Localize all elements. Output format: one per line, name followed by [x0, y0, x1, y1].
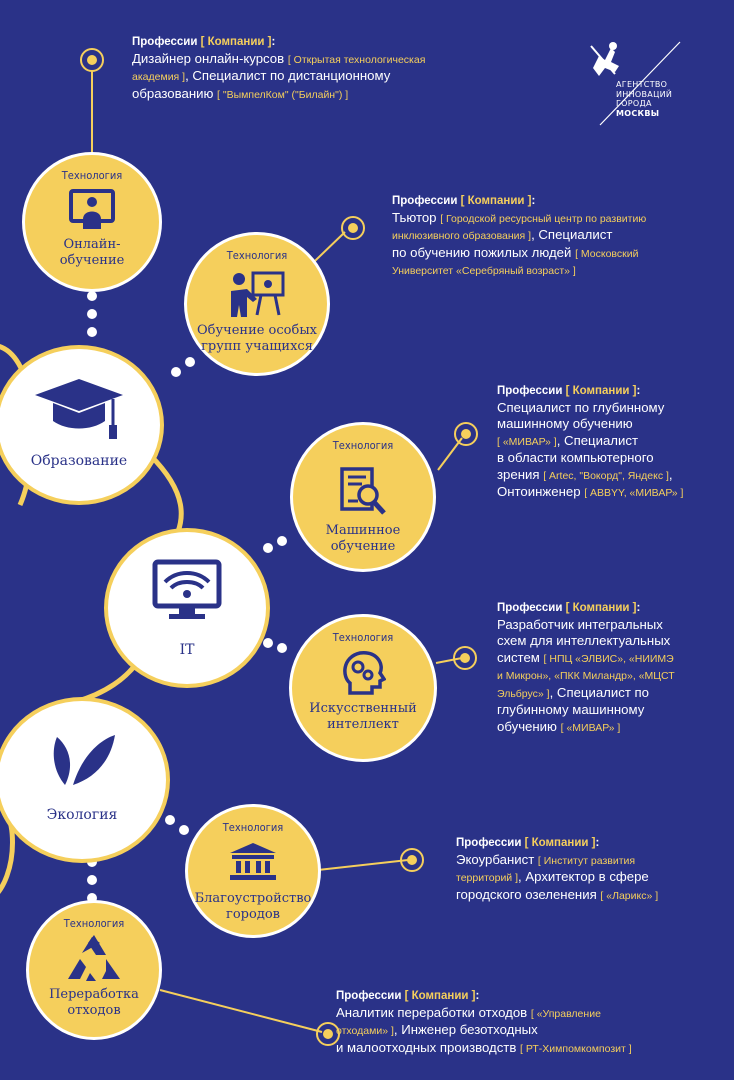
profession-text: , Специалист [556, 432, 638, 448]
profession-text: , Специалист по дистанционному [185, 68, 391, 83]
technology-title-line: Онлайн- [63, 237, 121, 252]
professions-label: Профессии [497, 385, 563, 397]
profession-text: городского озеленения [456, 886, 597, 902]
technology-title-line: интеллект [327, 717, 399, 732]
company-text: отходами» ] [336, 1025, 394, 1037]
moscow-coat-of-arms-icon [585, 38, 627, 82]
classical-building-icon [228, 841, 278, 881]
brand-line: МОСКВЫ [616, 108, 660, 118]
technology-urban-improvement [185, 804, 321, 938]
category-it [104, 528, 270, 688]
technology-title-line: групп учащихся [201, 339, 313, 354]
professions-note-special-groups: Профессии [ Компании ]: Тьютор [ Городской ресурсный центр по развитию инклюзивного образования ], Специалист по обучению пожилых людей [ Московский Университет «Серебряный возраст» ] [392, 195, 647, 277]
company-text: [ «МИВАР» ] [497, 435, 557, 448]
category-education [0, 345, 164, 505]
companies-label: Компании [531, 837, 589, 849]
company-text: [ РТ-Химпомкомпозит ] [520, 1042, 632, 1055]
technology-title-line: отходов [67, 1003, 121, 1018]
graduation-cap-icon [31, 377, 127, 443]
profession-text: по обучению пожилых людей [392, 244, 572, 260]
technology-title-line: Обучение особых [196, 323, 317, 338]
companies-label: Компании [572, 385, 630, 397]
company-text: академия ] [132, 71, 186, 83]
technology-online-learning [22, 152, 162, 292]
profession-text: в области компьютерного [497, 450, 654, 465]
online-learning-monitor-icon [69, 189, 115, 231]
technology-title-line: обучение [330, 539, 396, 554]
technology-title-line: Переработка [49, 987, 139, 1002]
profession-text: схем для интеллектуальных [497, 633, 671, 648]
profession-text: , Архитектор в сфере [518, 869, 649, 884]
company-text: [ Московский [575, 247, 639, 260]
brand-line: ИННОВАЦИЙ [616, 89, 673, 99]
companies-label: Компании [572, 602, 630, 614]
company-text: [ "ВымпелКом" ("Билайн") ] [217, 88, 349, 101]
technology-waste-recycling [26, 900, 162, 1040]
company-text: [ «Ларикс» ] [600, 889, 659, 902]
profession-text: , Инженер безотходных [393, 1022, 538, 1037]
professions-note-recycling: Профессии [ Компании ]: Аналитик переработки отходов [ «Управление отходами» ], Инженер безотходных и малоотходных производств [ РТ-Химпомкомпозит ] [336, 990, 632, 1055]
professions-label: Профессии [392, 195, 458, 207]
profession-text: образованию [132, 85, 214, 101]
professions-label: Профессии [336, 990, 402, 1002]
technology-machine-learning [290, 422, 436, 572]
professions-note-ai: Профессии [ Компании ]: Разработчик интегральных схем для интеллектуальных систем [ НПЦ «ЭЛВИС», «НИИМЭ и Микрон», «ПКК Миландр», «МЦСТ Эльбрус» ], Специалист по глубинному машинному обучению [ «МИВАР» ] [497, 602, 675, 734]
profession-text: Тьютор [392, 209, 437, 225]
profession-text: Разработчик интегральных [497, 616, 663, 632]
leader-line-4 [436, 658, 462, 663]
profession-text: , [668, 466, 673, 482]
profession-text: обучению [497, 718, 557, 734]
profession-text: Специалист по глубинному [497, 399, 665, 415]
company-text: [ «Управление [530, 1007, 601, 1020]
technology-tag: Технология [222, 821, 284, 834]
head-gears-icon [340, 649, 386, 695]
technology-title-line: Искусственный [309, 701, 417, 716]
technology-tag: Технология [63, 917, 125, 930]
category-title: IT [179, 642, 195, 658]
company-text: и Микрон», «ПКК Миландр», «МЦСТ [497, 670, 675, 682]
technology-title-line: Машинное [325, 523, 401, 538]
category-ecology [0, 697, 170, 863]
company-text: [ ABBYY, «МИВАР» ] [584, 487, 684, 499]
companies-label: Компании [411, 990, 469, 1002]
professions-note-machine-learning: Профессии [ Компании ]: Специалист по глубинному машинному обучению [ «МИВАР» ], Специалист в области компьютерного зрения [ Artec, "Вокорд", Яндекс ], Онтоинженер [ ABBYY, «МИВАР» ] [497, 385, 684, 499]
technology-tag: Технология [226, 249, 288, 262]
professions-label: Профессии [456, 837, 522, 849]
company-text: [ НПЦ «ЭЛВИС», «НИИМЭ [543, 652, 674, 665]
company-text: [ Открытая технологическая [287, 53, 426, 66]
profession-text: глубинному машинному [497, 702, 645, 717]
company-text: инклюзивного образования ] [392, 230, 532, 242]
technology-title-line: городов [226, 907, 280, 922]
professions-label: Профессии [497, 602, 563, 614]
profession-text: Экоурбанист [456, 851, 535, 867]
category-title: Образование [30, 453, 128, 469]
company-text: территорий ] [456, 872, 519, 884]
company-text: [ Институт развития [537, 854, 636, 867]
company-text: [ «МИВАР» ] [560, 721, 621, 734]
teacher-board-icon [227, 269, 287, 319]
profession-text: систем [497, 649, 540, 665]
category-title: Экология [46, 807, 118, 823]
technology-title-line: обучение [59, 253, 125, 268]
companies-label: Компании [207, 36, 265, 48]
profession-text: зрения [497, 466, 540, 482]
document-magnifier-icon [338, 467, 388, 517]
wifi-monitor-icon [151, 558, 223, 622]
leaves-icon [47, 731, 117, 787]
profession-text: , Специалист по [549, 684, 650, 700]
professions-label: Профессии [132, 36, 198, 48]
company-text: [ Городской ресурсный центр по развитию [440, 212, 647, 225]
profession-text: машинному обучению [497, 416, 633, 431]
brand-line: АГЕНТСТВО [616, 80, 668, 89]
brand-line: ГОРОДА [616, 99, 652, 108]
profession-text: Онтоинженер [497, 484, 581, 499]
technology-tag: Технология [61, 169, 123, 182]
profession-text: и малоотходных производств [336, 1039, 517, 1055]
technology-tag: Технология [332, 439, 394, 452]
profession-text: Дизайнер онлайн-курсов [132, 50, 285, 66]
profession-text: Аналитик переработки отходов [336, 1004, 528, 1020]
company-text: Эльбрус» ] [497, 687, 550, 700]
technology-title-line: Благоустройство [194, 891, 312, 906]
professions-note-online-learning: Профессии [ Компании ]: Дизайнер онлайн-курсов [ Открытая технологическая академия ], Специалист по дистанционному образованию [ "ВымпелКом" ("Билайн") ] [132, 36, 426, 101]
technology-tag: Технология [332, 631, 394, 644]
professions-note-urban: Профессии [ Компании ]: Экоурбанист [ Институт развития территорий ], Архитектор в сфере городского озеленения [ «Ларикс» ] [456, 837, 659, 902]
leader-line-6 [160, 990, 322, 1032]
profession-text: , Специалист [531, 227, 613, 242]
recycle-icon [66, 933, 122, 983]
leader-line-5 [318, 860, 408, 870]
company-text: [ Artec, "Вокорд", Яндекс ] [543, 469, 669, 482]
companies-label: Компании [467, 195, 525, 207]
technology-special-groups [184, 232, 330, 376]
technology-artificial-intelligence [289, 614, 437, 762]
company-text: Университет «Серебряный возраст» ] [392, 265, 576, 277]
